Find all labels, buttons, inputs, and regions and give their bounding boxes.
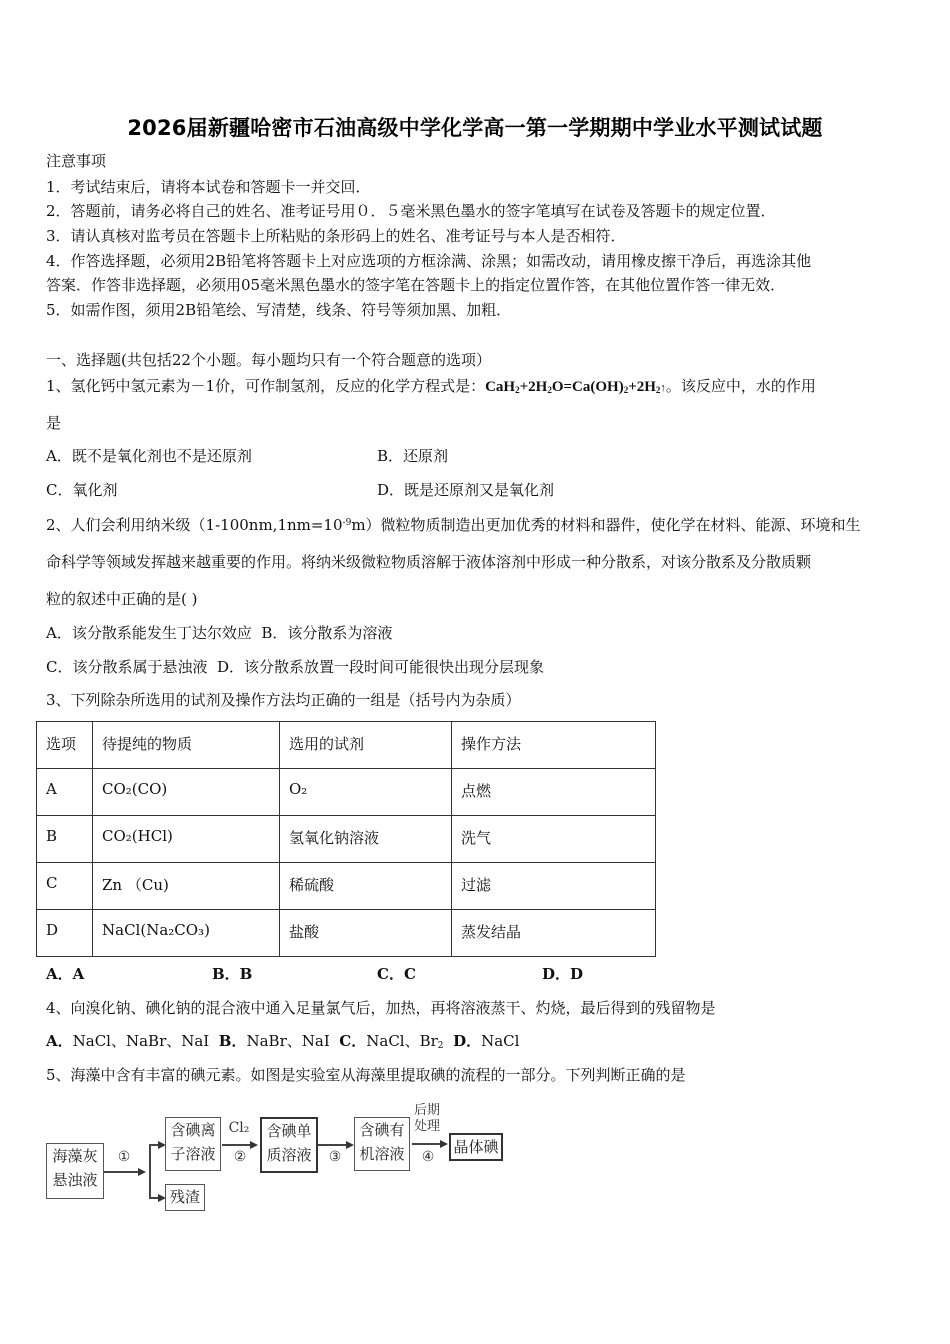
q1-stem-line2: 是 — [46, 414, 62, 432]
arrowhead-icon — [250, 1141, 258, 1149]
table-header-cell: 待提纯的物质 — [93, 722, 280, 769]
flow-box-organic-solution: 含碘有 机溶液 — [354, 1117, 410, 1171]
table-cell: 过滤 — [452, 863, 656, 910]
table-cell: 点燃 — [452, 769, 656, 816]
flow-branch-line — [149, 1144, 151, 1197]
flow-box-product: 晶体碘 — [449, 1133, 503, 1161]
q2-option-c: C．该分散系属于悬浊液 — [46, 658, 208, 676]
flow-reagent-cl2: Cl₂ — [228, 1120, 250, 1136]
flow-step-4: ④ — [421, 1149, 435, 1165]
notice-item-5: 5．如需作图，须用2B铅笔绘、写清楚，线条、符号等须加黑、加粗． — [46, 301, 512, 319]
q3-option-c: C．C — [377, 965, 416, 983]
arrowhead-icon — [138, 1168, 146, 1176]
q4-option-b: NaBr、NaI — [246, 1032, 330, 1050]
q5-stem: 5、海藻中含有丰富的碘元素。如图是实验室从海藻里提取碘的流程的一部分。下列判断正确的是 — [46, 1066, 686, 1084]
notice-heading: 注意事项 — [46, 152, 107, 170]
table-cell: 氢氧化钠溶液 — [280, 816, 452, 863]
q5-flow-diagram — [46, 1100, 516, 1215]
flow-arrow-2 — [222, 1144, 252, 1146]
flow-box-residue: 残渣 — [165, 1184, 205, 1211]
q3-option-a: A．A — [46, 965, 85, 983]
table-header-cell: 选项 — [37, 722, 93, 769]
q1-option-a: A．既不是氧化剂也不是还原剂 — [46, 447, 252, 465]
table-row — [37, 816, 656, 863]
table-row — [37, 863, 656, 910]
notice-item-4: 4．作答选择题，必须用2B铅笔将答题卡上对应选项的方框涂满、涂黑；如需改动，请用橡皮擦干净后，再选涂其他 — [46, 252, 812, 270]
table-row — [37, 769, 656, 816]
q1-option-c: C．氧化剂 — [46, 481, 118, 499]
table-cell: 盐酸 — [280, 910, 452, 957]
q2-stem-line2: 命科学等领域发挥越来越重要的作用。将纳米级微粒物质溶解于液体溶剂中形成一种分散系，对该分散系及分散质颗 — [46, 553, 812, 571]
table-row — [37, 910, 656, 957]
table-cell: 蒸发结晶 — [452, 910, 656, 957]
q4-stem: 4、向溴化钠、碘化钠的混合液中通入足量氯气后，加热，再将溶液蒸干、灼烧，最后得到的残留物是 — [46, 999, 716, 1017]
q1-stem-prefix: 1、氢化钙中氢元素为－1价，可作制氢剂，反应的化学方程式是： — [46, 377, 486, 395]
notice-item-4-cont: 答案．作答非选择题，必须用05毫米黑色墨水的签字笔在答题卡上的指定位置作答，在其他位置作答一律无效． — [46, 276, 786, 294]
q1-option-d: D．既是还原剂又是氧化剂 — [377, 481, 555, 499]
table-header-cell: 选用的试剂 — [280, 722, 452, 769]
table-cell: NaCl(Na₂CO₃) — [93, 910, 280, 957]
q3-table — [36, 721, 656, 957]
flow-step-2: ② — [233, 1149, 247, 1165]
notice-item-2: 2．答题前，请务必将自己的姓名、准考证号用０．５毫米黑色墨水的签字笔填写在试卷及答题卡的规定位置． — [46, 202, 776, 220]
table-cell: CO₂(HCl) — [93, 816, 280, 863]
table-cell: 稀硫酸 — [280, 863, 452, 910]
table-cell: B — [37, 816, 93, 863]
q2-option-d: D．该分散系放置一段时间可能很快出现分层现象 — [217, 658, 545, 676]
table-cell: CO₂(CO) — [93, 769, 280, 816]
notice-item-1: 1．考试结束后，请将本试卷和答题卡一并交回． — [46, 178, 371, 196]
table-cell: C — [37, 863, 93, 910]
section-heading: 一、选择题(共包括22个小题。每小题均只有一个符合题意的选项） — [46, 351, 491, 369]
page-title: 2026届新疆哈密市石油高级中学化学高一第一学期期中学业水平测试试题 — [127, 116, 823, 140]
table-cell: A — [37, 769, 93, 816]
flow-arrow-1 — [104, 1171, 140, 1173]
table-header-cell: 操作方法 — [452, 722, 656, 769]
q1-stem — [46, 376, 816, 398]
flow-step-1: ① — [117, 1149, 131, 1165]
table-cell: Zn （Cu) — [93, 863, 280, 910]
q3-stem: 3、下列除杂所选用的试剂及操作方法均正确的一组是（括号内为杂质） — [46, 691, 521, 709]
arrowhead-icon — [346, 1141, 354, 1149]
notice-item-3: 3．请认真核对监考员在答题卡上所粘贴的条形码上的姓名、准考证号与本人是否相符． — [46, 227, 626, 245]
q2-option-a: A．该分散系能发生丁达尔效应 — [46, 624, 252, 642]
flow-box-start: 海藻灰 悬浊液 — [46, 1143, 104, 1199]
flow-box-ion-solution: 含碘离 子溶液 — [165, 1117, 221, 1171]
flow-post-processing: 后期 处理 — [413, 1103, 440, 1134]
table-cell: 洗气 — [452, 816, 656, 863]
q2-option-b: B．该分散系为溶液 — [261, 624, 393, 642]
q3-option-d: D．D — [542, 965, 584, 983]
q4-option-d: NaCl — [481, 1032, 520, 1050]
q2-stem-line3: 粒的叙述中正确的是( ) — [46, 590, 198, 608]
flow-arrow-3 — [318, 1144, 348, 1146]
q4-options: A．NaCl、NaBr、NaI B．NaBr、NaI C．NaCl、$Br_2$ D．NaCl — [46, 1032, 520, 1051]
q3-option-b: B．B — [212, 965, 253, 983]
q2-options-row1 — [46, 623, 392, 643]
arrowhead-icon — [440, 1140, 448, 1148]
q2-options-row2 — [46, 657, 544, 677]
q1-stem-suffix: 。该反应中，水的作用 — [665, 377, 816, 395]
flow-step-3: ③ — [328, 1149, 342, 1165]
q1-option-b: B．还原剂 — [377, 447, 449, 465]
q1-equation: $CaH_2+2H_2O=Ca(OH)_2+2H_2↑$ — [485, 379, 666, 395]
flow-box-element-solution: 含碘单 质溶液 — [260, 1117, 318, 1173]
q2-stem-line1: 2、人们会利用纳米级$(1-100nm,1nm=10^{-9}m)$微粒物质制造出更加优秀的材料和器件，使化学在材料、能源、环境和生 — [46, 516, 861, 534]
flow-arrow-4 — [412, 1143, 442, 1145]
table-cell: D — [37, 910, 93, 957]
table-cell: O₂ — [280, 769, 452, 816]
q4-option-a: NaCl、NaBr、NaI — [72, 1032, 210, 1050]
q4-option-c: NaCl、$Br_2$ — [366, 1032, 444, 1051]
table-header-row — [37, 722, 656, 769]
